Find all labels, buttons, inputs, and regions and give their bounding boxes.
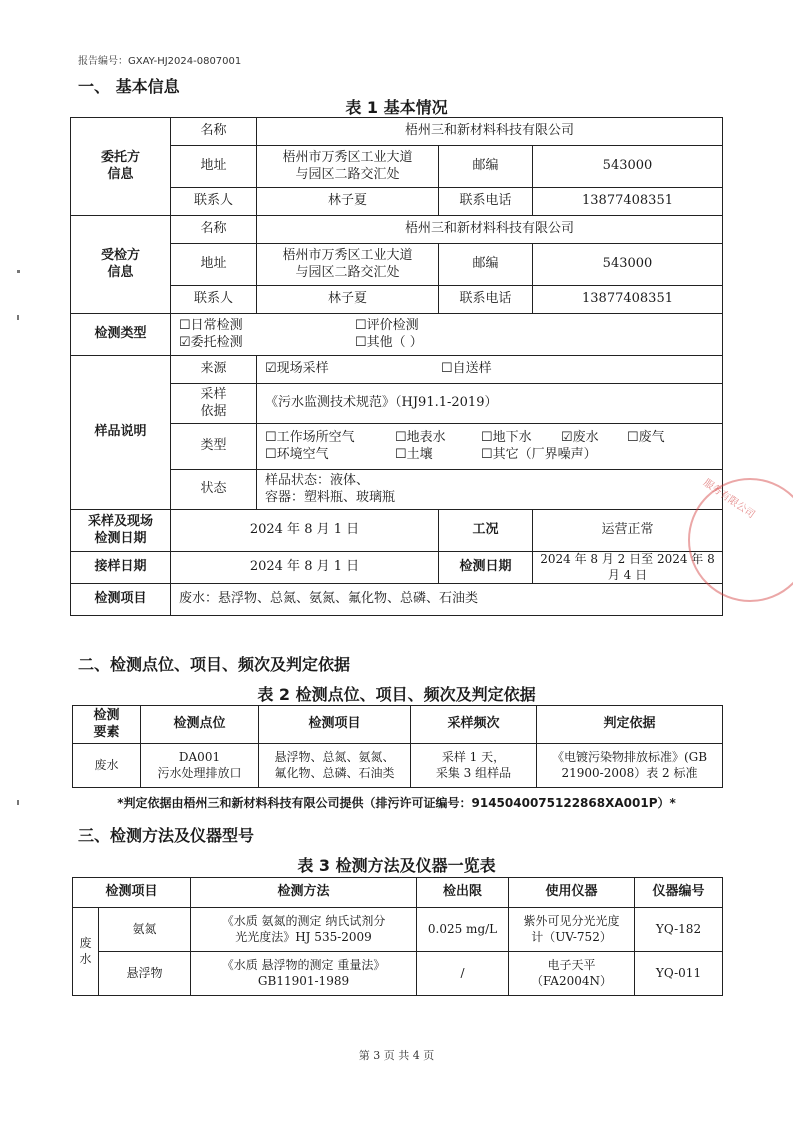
client-phone-label: 联系电话 [439,188,533,216]
t2-header-element: 检测 要素 [73,706,141,744]
test-date: 2024 年 8 月 2 日至 2024 年 8 月 4 日 [533,552,723,584]
table-row [73,908,723,952]
binding-mark [17,270,20,273]
sample-type-label: 类型 [171,424,257,470]
sample-state-label: 状态 [171,470,257,510]
inspected-phone: 13877408351 [533,286,723,314]
sample-state: 样品状态：液体、 容器：塑料瓶、玻璃瓶 [257,470,723,510]
sample-basis-label: 采样 依据 [171,384,257,424]
sample-type-soil: ☐土壤 [395,446,433,462]
sample-source-options [257,356,723,384]
t2-header-point: 检测点位 [141,706,259,744]
basic-info-table [70,117,723,616]
inspected-contact: 林子夏 [257,286,439,314]
client-postcode: 543000 [533,146,723,188]
sample-type-wastewater: ☑废水 [561,429,599,445]
sample-type-options [257,424,723,470]
t3-method: 《水质 悬浮物的测定 重量法》 GB11901-1989 [191,952,417,996]
t2-point: DA001 污水处理排放口 [141,744,259,788]
sample-basis: 《污水监测技术规范》（HJ91.1-2019） [257,384,723,424]
inspected-postcode-label: 邮编 [439,244,533,286]
client-phone: 13877408351 [533,188,723,216]
t2-items: 悬浮物、总氮、氨氮、 氟化物、总磷、石油类 [259,744,411,788]
section-2-title: 二、检测点位、项目、频次及判定依据 [78,655,351,674]
t3-instrument: 紫外可见分光光度 计（UV-752） [509,908,635,952]
section-1-title: 一、 基本信息 [78,77,180,96]
sample-source-onsite: ☑现场采样 [265,361,329,377]
inspected-postcode: 543000 [533,244,723,286]
sample-label: 样品说明 [71,356,171,510]
inspected-address-label: 地址 [171,244,257,286]
t3-instrument-no: YQ-011 [635,952,723,996]
test-items-label: 检测项目 [71,584,171,616]
section-3-title: 三、检测方法及仪器型号 [78,826,255,845]
t2-element: 废水 [73,744,141,788]
sample-type-ambient-air: ☐环境空气 [265,446,329,462]
judgement-note: *判定依据由梧州三和新材料科技有限公司提供（排污许可证编号：91450400751228​68XA001P）* [117,796,676,810]
client-contact: 林子夏 [257,188,439,216]
receive-date-label: 接样日期 [71,552,171,584]
t3-limit: 0.025 mg/L [417,908,509,952]
t2-frequency: 采样 1 天， 采集 3 组样品 [411,744,537,788]
report-number: 报告编号：GXAY-HJ2024-0807001 [78,56,242,67]
points-items-table [72,705,723,788]
t3-item: 悬浮物 [99,952,191,996]
sample-type-surface-water: ☐地表水 [395,429,446,445]
seal-stamp-text: 服务有限公司 [701,477,757,521]
methods-instruments-table [72,877,723,996]
t3-limit: / [417,952,509,996]
test-type-option-other: ☐其他（ ） [355,334,423,350]
inspected-name: 梧州三和新材料科技有限公司 [257,216,723,244]
table-row [73,952,723,996]
t3-header-instrument: 使用仪器 [509,878,635,908]
table-2-caption: 表 2 检测点位、项目、频次及判定依据 [257,685,536,704]
sample-type-waste-gas: ☐废气 [627,429,665,445]
inspected-phone-label: 联系电话 [439,286,533,314]
client-name: 梧州三和新材料科技有限公司 [257,118,723,146]
t3-instrument: 电子天平 （FA2004N） [509,952,635,996]
client-group-label: 委托方 信息 [71,118,171,216]
client-address: 梧州市万秀区工业大道 与园区二路交汇处 [257,146,439,188]
sample-type-other: ☐其它（厂界噪声） [481,446,597,462]
test-date-label: 检测日期 [439,552,533,584]
inspected-name-label: 名称 [171,216,257,244]
t3-header-limit: 检出限 [417,878,509,908]
test-type-option-evaluation: ☐评价检测 [355,317,419,333]
t3-instrument-no: YQ-182 [635,908,723,952]
sample-source-label: 来源 [171,356,257,384]
page-footer: 第 3 页 共 4 页 [358,1049,435,1062]
client-contact-label: 联系人 [171,188,257,216]
test-type-label: 检测类型 [71,314,171,356]
t2-basis: 《电镀污染物排放标准》(GB 21900-2008）表 2 标准 [537,744,723,788]
sampling-date-label: 采样及现场 检测日期 [71,510,171,552]
t3-header-instrument-no: 仪器编号 [635,878,723,908]
t2-header-frequency: 采样频次 [411,706,537,744]
receive-date: 2024 年 8 月 1 日 [171,552,439,584]
t2-header-basis: 判定依据 [537,706,723,744]
condition: 运营正常 [533,510,723,552]
client-postcode-label: 邮编 [439,146,533,188]
sampling-date: 2024 年 8 月 1 日 [171,510,439,552]
test-items: 废水：悬浮物、总氮、氨氮、氟化物、总磷、石油类 [171,584,723,616]
sample-type-workplace-air: ☐工作场所空气 [265,429,355,445]
table-1-caption: 表 1 基本情况 [345,98,448,117]
inspected-contact-label: 联系人 [171,286,257,314]
table-3-caption: 表 3 检测方法及仪器一览表 [297,856,496,875]
sample-type-groundwater: ☐地下水 [481,429,532,445]
client-address-label: 地址 [171,146,257,188]
binding-mark [17,800,19,805]
table-row [73,744,723,788]
t2-header-items: 检测项目 [259,706,411,744]
client-name-label: 名称 [171,118,257,146]
t3-method: 《水质 氨氮的测定 纳氏试剂分 光光度法》HJ 535-2009 [191,908,417,952]
binding-mark [17,315,19,320]
inspected-address: 梧州市万秀区工业大道 与园区二路交汇处 [257,244,439,286]
test-type-options [171,314,723,356]
test-type-option-routine: ☐日常检测 [179,317,243,333]
t3-item: 氨氮 [99,908,191,952]
sample-source-delivered: ☐自送样 [441,361,492,377]
t3-header-item: 检测项目 [73,878,191,908]
test-type-option-commissioned: ☑委托检测 [179,334,243,350]
inspected-group-label: 受检方 信息 [71,216,171,314]
t3-header-method: 检测方法 [191,878,417,908]
t3-category: 废 水 [73,908,99,996]
condition-label: 工况 [439,510,533,552]
